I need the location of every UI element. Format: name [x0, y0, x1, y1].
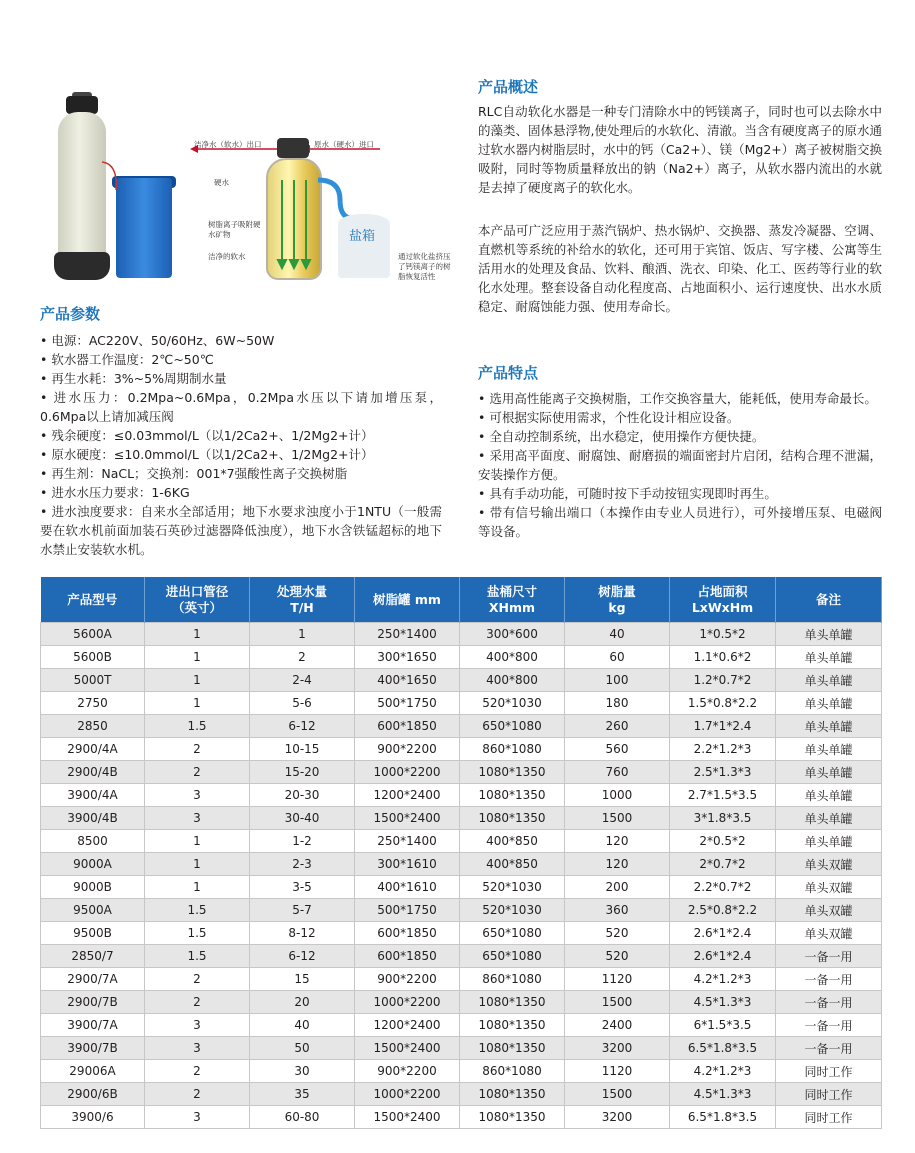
column-header [145, 577, 250, 623]
features-list [478, 389, 882, 541]
table-cell: 15-20 [250, 761, 355, 784]
table-cell: 650*1080 [460, 922, 565, 945]
table-cell: 2 [145, 1083, 250, 1106]
column-header-line: 进出口管径 [165, 583, 229, 599]
table-cell: 1 [145, 669, 250, 692]
table-cell: 1.5*0.8*2.2 [670, 692, 776, 715]
table-cell: 2 [145, 738, 250, 761]
table-cell: 2850/7 [41, 945, 145, 968]
table-cell: 1000*2200 [355, 991, 460, 1014]
table-cell: 1000 [565, 784, 670, 807]
table-cell: 40 [250, 1014, 355, 1037]
table-cell: 120 [565, 830, 670, 853]
table-cell: 900*2200 [355, 968, 460, 991]
column-header-line: 处理水量 [276, 583, 327, 599]
table-row [41, 1037, 882, 1060]
table-row [41, 830, 882, 853]
feature-item: • 全自动控制系统，出水稳定，使用操作方便快捷。 [478, 429, 765, 444]
table-cell: 900*2200 [355, 1060, 460, 1083]
soft-water-label: 洁净的软水 [208, 252, 246, 261]
table-cell: 9500A [41, 899, 145, 922]
table-cell: 120 [565, 853, 670, 876]
table-row [41, 715, 882, 738]
param-item: • 再生剂：NaCL；交换剂：001*7强酸性离子交换树脂 [40, 466, 348, 481]
table-row [41, 784, 882, 807]
table-row [41, 991, 882, 1014]
table-cell: 单头单罐 [776, 669, 882, 692]
table-cell: 300*600 [460, 623, 565, 646]
table-cell: 3900/7A [41, 1014, 145, 1037]
feature-item: • 采用高平面度、耐腐蚀、耐磨损的端面密封片启闭，结构合理不泄漏，安装操作方便。 [478, 448, 882, 482]
column-header-line: 盐桶尺寸 [486, 583, 537, 599]
table-cell: 2900/4B [41, 761, 145, 784]
param-item: • 进水水压力要求：1-6KG [40, 485, 190, 500]
table-cell: 5000T [41, 669, 145, 692]
table-cell: 30-40 [250, 807, 355, 830]
table-row [41, 922, 882, 945]
table-cell: 一备一用 [776, 1037, 882, 1060]
table-cell: 1200*2400 [355, 1014, 460, 1037]
table-cell: 60-80 [250, 1106, 355, 1129]
table-cell: 9000A [41, 853, 145, 876]
resin-label: 树脂离子吸附硬水矿物 [208, 220, 261, 239]
table-cell: 5-6 [250, 692, 355, 715]
column-header-unit: LxWxHm [691, 599, 754, 615]
table-row [41, 968, 882, 991]
table-cell: 400*850 [460, 853, 565, 876]
table-cell: 一备一用 [776, 1014, 882, 1037]
table-row [41, 1083, 882, 1106]
table-cell: 一备一用 [776, 991, 882, 1014]
table-cell: 1.5 [145, 715, 250, 738]
table-cell: 1500*2400 [355, 1037, 460, 1060]
table-cell: 2-3 [250, 853, 355, 876]
table-cell: 900*2200 [355, 738, 460, 761]
table-cell: 15 [250, 968, 355, 991]
column-header-line: 树脂罐 mm [373, 591, 441, 607]
feature-item: • 具有手动功能，可随时按下手动按钮实现即时再生。 [478, 486, 777, 501]
table-cell: 400*800 [460, 669, 565, 692]
table-cell: 单头双罐 [776, 899, 882, 922]
feature-item: • 带有信号输出端口（本操作由专业人员进行），可外接增压泵、电磁阀等设备。 [478, 505, 882, 539]
table-cell: 单头单罐 [776, 646, 882, 669]
table-cell: 20-30 [250, 784, 355, 807]
table-cell: 同时工作 [776, 1106, 882, 1129]
table-cell: 1.5 [145, 945, 250, 968]
table-cell: 10-15 [250, 738, 355, 761]
table-cell: 6.5*1.8*3.5 [670, 1037, 776, 1060]
connection-hose [100, 160, 130, 200]
column-header-unit: kg [608, 599, 626, 615]
column-header [670, 577, 776, 623]
column-header [41, 577, 145, 623]
table-cell: 1080*1350 [460, 761, 565, 784]
param-item: • 进水浊度要求：自来水全部适用；地下水要求浊度小于1NTU（一般需要在软水机前面加装石英砂过滤器降低浊度），地下水含铁锰超标的地下水禁止安装软水机。 [40, 504, 442, 557]
table-cell: 2900/4A [41, 738, 145, 761]
table-row [41, 623, 882, 646]
table-cell: 单头双罐 [776, 876, 882, 899]
table-cell: 2850 [41, 715, 145, 738]
column-header [460, 577, 565, 623]
table-cell: 2.7*1.5*3.5 [670, 784, 776, 807]
table-row [41, 669, 882, 692]
table-row [41, 853, 882, 876]
table-cell: 6-12 [250, 945, 355, 968]
table-cell: 3900/4B [41, 807, 145, 830]
table-cell: 2 [145, 761, 250, 784]
resin-tank [58, 112, 106, 274]
table-cell: 2*0.7*2 [670, 853, 776, 876]
table-cell: 600*1850 [355, 945, 460, 968]
table-row [41, 646, 882, 669]
table-cell: 单头单罐 [776, 738, 882, 761]
table-cell: 1080*1350 [460, 1106, 565, 1129]
table-cell: 1500 [565, 1083, 670, 1106]
table-cell: 500*1750 [355, 899, 460, 922]
table-cell: 860*1080 [460, 968, 565, 991]
column-header [355, 577, 460, 623]
column-header [776, 577, 882, 623]
table-cell: 1*0.5*2 [670, 623, 776, 646]
table-cell: 260 [565, 715, 670, 738]
table-cell: 20 [250, 991, 355, 1014]
table-cell: 560 [565, 738, 670, 761]
table-row [41, 1060, 882, 1083]
table-cell: 1 [145, 876, 250, 899]
table-cell: 1.5 [145, 899, 250, 922]
table-cell: 2900/6B [41, 1083, 145, 1106]
table-cell: 3 [145, 784, 250, 807]
table-cell: 3 [145, 1014, 250, 1037]
table-cell: 1080*1350 [460, 991, 565, 1014]
param-item: • 进水压力：0.2Mpa~0.6Mpa，0.2Mpa水压以下请加增压泵，0.6Mpa以上请加减压阀 [40, 390, 442, 424]
table-cell: 650*1080 [460, 945, 565, 968]
table-cell: 1.5 [145, 922, 250, 945]
table-cell: 400*1650 [355, 669, 460, 692]
table-cell: 50 [250, 1037, 355, 1060]
table-cell: 300*1650 [355, 646, 460, 669]
table-cell: 1080*1350 [460, 1014, 565, 1037]
table-cell: 3200 [565, 1037, 670, 1060]
feature-item: • 可根据实际使用需求，个性化设计相应设备。 [478, 410, 740, 425]
params-list [40, 331, 442, 559]
table-cell: 520 [565, 922, 670, 945]
table-cell: 1120 [565, 1060, 670, 1083]
table-cell: 1500 [565, 991, 670, 1014]
table-cell: 760 [565, 761, 670, 784]
table-cell: 1000*2200 [355, 1083, 460, 1106]
table-cell: 600*1850 [355, 922, 460, 945]
table-cell: 180 [565, 692, 670, 715]
table-cell: 1 [145, 692, 250, 715]
overview-title: 产品概述 [478, 78, 539, 96]
table-cell: 6*1.5*3.5 [670, 1014, 776, 1037]
regen-label: 通过软化盐挤压了钙镁离子的树脂恢复活性 [398, 252, 451, 281]
table-cell: 5600A [41, 623, 145, 646]
table-cell: 同时工作 [776, 1060, 882, 1083]
table-cell: 单头单罐 [776, 830, 882, 853]
table-cell: 2900/7B [41, 991, 145, 1014]
spec-table [40, 577, 882, 1129]
table-cell: 1.2*0.7*2 [670, 669, 776, 692]
column-header-unit: T/H [290, 599, 314, 615]
column-header-unit: XHmm [488, 599, 536, 615]
features-title: 产品特点 [478, 364, 539, 382]
table-cell: 500*1750 [355, 692, 460, 715]
table-cell: 1-2 [250, 830, 355, 853]
table-cell: 1 [145, 646, 250, 669]
table-cell: 2400 [565, 1014, 670, 1037]
table-cell: 2.6*1*2.4 [670, 945, 776, 968]
table-cell: 1.1*0.6*2 [670, 646, 776, 669]
table-cell: 520*1030 [460, 692, 565, 715]
table-cell: 3200 [565, 1106, 670, 1129]
table-cell: 250*1400 [355, 623, 460, 646]
table-cell: 3 [145, 1106, 250, 1129]
table-row [41, 1014, 882, 1037]
table-cell: 8-12 [250, 922, 355, 945]
spec-table-header [41, 577, 882, 623]
table-cell: 100 [565, 669, 670, 692]
table-cell: 2.2*1.2*3 [670, 738, 776, 761]
table-row [41, 1106, 882, 1129]
table-cell: 2900/7A [41, 968, 145, 991]
table-cell: 3900/4A [41, 784, 145, 807]
table-cell: 520*1030 [460, 876, 565, 899]
table-row [41, 738, 882, 761]
table-cell: 2 [145, 968, 250, 991]
table-cell: 单头单罐 [776, 761, 882, 784]
table-cell: 2 [145, 1060, 250, 1083]
outlet-label: 洁净水（软水）出口 [194, 140, 262, 149]
table-row [41, 807, 882, 830]
table-row [41, 945, 882, 968]
column-header [250, 577, 355, 623]
inlet-label: 原水（硬水）进口 [314, 140, 374, 149]
table-cell: 650*1080 [460, 715, 565, 738]
table-cell: 单头单罐 [776, 807, 882, 830]
table-cell: 5600B [41, 646, 145, 669]
table-cell: 60 [565, 646, 670, 669]
table-cell: 单头单罐 [776, 784, 882, 807]
spec-table-body [41, 623, 882, 1129]
column-header-line: 产品型号 [67, 591, 118, 607]
table-cell: 9500B [41, 922, 145, 945]
table-cell: 2 [250, 646, 355, 669]
salt-tank-label: 盐箱 [348, 229, 375, 244]
table-cell: 1500 [565, 807, 670, 830]
table-cell: 1080*1350 [460, 784, 565, 807]
param-item: • 原水硬度：≤10.0mmol/L（以1/2Ca2+、1/2Mg2+计） [40, 447, 374, 462]
table-cell: 3 [145, 807, 250, 830]
table-cell: 同时工作 [776, 1083, 882, 1106]
table-cell: 1 [145, 830, 250, 853]
column-header-line: 树脂量 [598, 583, 636, 599]
table-cell: 1000*2200 [355, 761, 460, 784]
param-item: • 电源：AC220V、50/60Hz、6W~50W [40, 333, 275, 348]
table-cell: 3-5 [250, 876, 355, 899]
table-cell: 4.2*1.2*3 [670, 968, 776, 991]
table-cell: 一备一用 [776, 945, 882, 968]
table-cell: 2.5*0.8*2.2 [670, 899, 776, 922]
table-cell: 1500*2400 [355, 807, 460, 830]
table-cell: 520 [565, 945, 670, 968]
table-cell: 2.6*1*2.4 [670, 922, 776, 945]
table-cell: 1.7*1*2.4 [670, 715, 776, 738]
resin-tank-base [54, 252, 110, 280]
table-cell: 1500*2400 [355, 1106, 460, 1129]
table-cell: 400*850 [460, 830, 565, 853]
table-row [41, 899, 882, 922]
table-cell: 200 [565, 876, 670, 899]
table-cell: 3900/7B [41, 1037, 145, 1060]
table-cell: 29006A [41, 1060, 145, 1083]
table-cell: 1080*1350 [460, 1083, 565, 1106]
column-header-line: 占地面积 [697, 583, 748, 599]
table-cell: 2.2*0.7*2 [670, 876, 776, 899]
table-cell: 3 [145, 1037, 250, 1060]
table-cell: 4.5*1.3*3 [670, 1083, 776, 1106]
table-cell: 35 [250, 1083, 355, 1106]
table-cell: 1 [145, 853, 250, 876]
table-cell: 2 [145, 991, 250, 1014]
param-item: • 软水器工作温度：2℃~50℃ [40, 352, 214, 367]
table-cell: 单头双罐 [776, 922, 882, 945]
hard-water-label: 硬水 [214, 178, 229, 187]
table-cell: 8500 [41, 830, 145, 853]
params-title: 产品参数 [40, 305, 101, 323]
table-cell: 2.5*1.3*3 [670, 761, 776, 784]
table-cell: 3*1.8*3.5 [670, 807, 776, 830]
table-cell: 300*1610 [355, 853, 460, 876]
table-cell: 6.5*1.8*3.5 [670, 1106, 776, 1129]
salt-tank [338, 214, 390, 278]
column-header [565, 577, 670, 623]
param-item: • 残余硬度：≤0.03mmol/L（以1/2Ca2+、1/2Mg2+计） [40, 428, 374, 443]
table-cell: 5-7 [250, 899, 355, 922]
table-cell: 3900/6 [41, 1106, 145, 1129]
overview-paragraph-1: RLC自动软化水器是一种专门清除水中的钙镁离子，同时也可以去除水中的藻类、固体悬浮物,使处理后的水软化、清澈。当含有硬度离子的原水通过软水器内树脂层时，水中的钙（Ca2+）、镁（Mg2+）离子被树脂交换吸附，同时等物质量释放出的钠（Na2+）离子，从软水器内流出的水就是去掉了硬度离子的软化水。 [478, 104, 882, 195]
table-cell: 1120 [565, 968, 670, 991]
table-cell: 2750 [41, 692, 145, 715]
table-cell: 1200*2400 [355, 784, 460, 807]
table-cell: 4.2*1.2*3 [670, 1060, 776, 1083]
table-cell: 360 [565, 899, 670, 922]
param-item: • 再生水耗：3%~5%周期制水量 [40, 371, 227, 386]
table-row [41, 692, 882, 715]
table-cell: 1 [250, 623, 355, 646]
table-cell: 9000B [41, 876, 145, 899]
table-cell: 单头单罐 [776, 715, 882, 738]
table-row [41, 761, 882, 784]
table-cell: 250*1400 [355, 830, 460, 853]
table-cell: 40 [565, 623, 670, 646]
table-cell: 400*800 [460, 646, 565, 669]
column-header-unit: （英寸） [171, 599, 222, 615]
table-cell: 400*1610 [355, 876, 460, 899]
table-cell: 30 [250, 1060, 355, 1083]
table-cell: 6-12 [250, 715, 355, 738]
table-cell: 520*1030 [460, 899, 565, 922]
table-cell: 4.5*1.3*3 [670, 991, 776, 1014]
table-cell: 单头单罐 [776, 623, 882, 646]
table-cell: 1080*1350 [460, 1037, 565, 1060]
table-cell: 860*1080 [460, 738, 565, 761]
table-row [41, 876, 882, 899]
table-cell: 单头单罐 [776, 692, 882, 715]
feature-item: • 选用高性能离子交换树脂，工作交换容量大，能耗低，使用寿命最长。 [478, 391, 877, 406]
column-header-line: 备注 [815, 591, 841, 607]
table-cell: 一备一用 [776, 968, 882, 991]
table-cell: 2-4 [250, 669, 355, 692]
table-cell: 单头双罐 [776, 853, 882, 876]
overview-paragraph-2: 本产品可广泛应用于蒸汽锅炉、热水锅炉、交换器、蒸发冷凝器、空调、直燃机等系统的补给水的软化，还可用于宾馆、饭店、写字楼、公寓等生活用水的处理及食品、饮料、酿酒、洗衣、印染、化工、医药等行业的软化水处理。整套设备自动化程度高、占地面积小、运行速度快、出水水质稳定、耐腐蚀能力强、使用寿命长。 [478, 223, 882, 314]
table-cell: 1080*1350 [460, 807, 565, 830]
table-cell: 2*0.5*2 [670, 830, 776, 853]
table-cell: 1 [145, 623, 250, 646]
table-cell: 600*1850 [355, 715, 460, 738]
table-cell: 860*1080 [460, 1060, 565, 1083]
